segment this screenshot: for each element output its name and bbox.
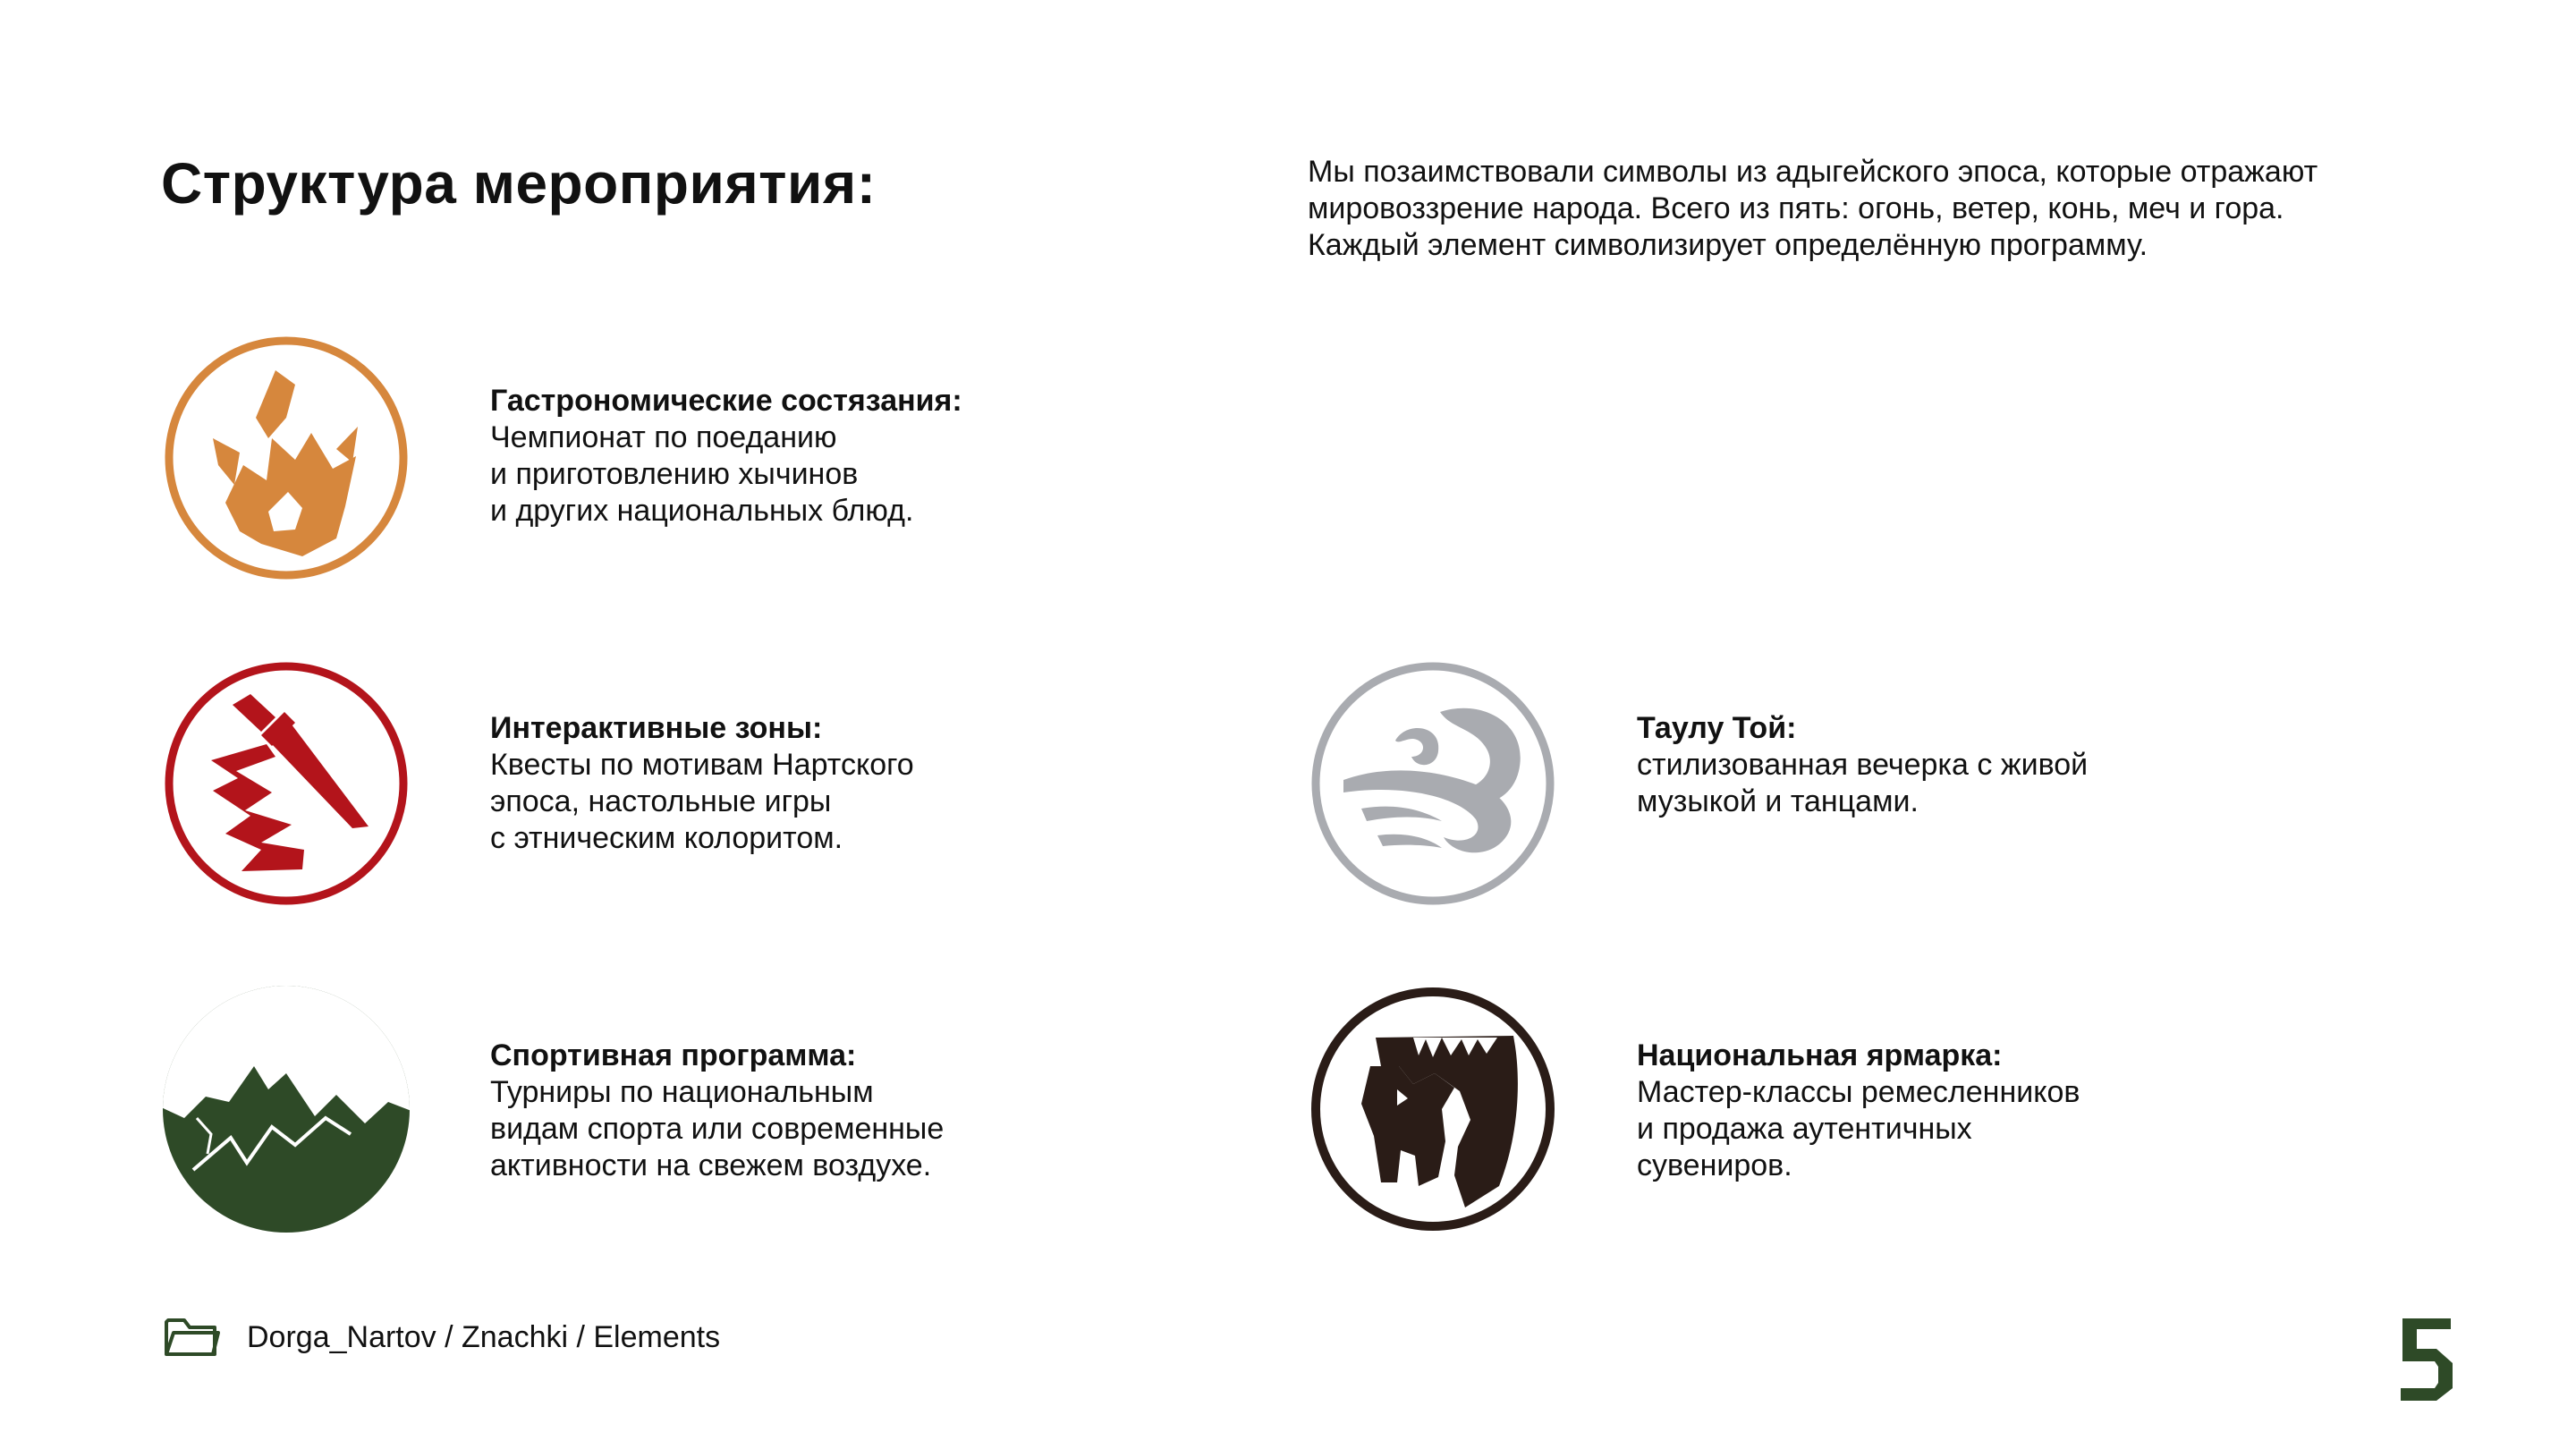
item-fair	[1637, 1038, 2080, 1184]
mountain-icon	[161, 984, 411, 1234]
item-heading: Гастрономические состязания:	[490, 384, 962, 418]
page-title: Структура мероприятия:	[161, 151, 877, 216]
folder-icon	[163, 1315, 220, 1360]
fire-icon	[161, 333, 411, 583]
horse-icon	[1308, 984, 1558, 1234]
item-heading: Спортивная программа:	[490, 1038, 857, 1072]
sword-icon	[161, 658, 411, 909]
item-heading: Таулу Той:	[1637, 711, 1797, 745]
item-heading: Национальная ярмарка:	[1637, 1038, 2003, 1072]
item-body: Турниры по национальным видам спорта или современные активности на свежем воздухе.	[490, 1075, 945, 1182]
item-body: Чемпионат по поеданию и приготовлению хычинов и других национальных блюд.	[490, 420, 914, 528]
footer-breadcrumb	[163, 1315, 720, 1360]
item-interactive	[490, 710, 914, 857]
item-body: стилизованная вечерка с живой музыкой и танцами.	[1637, 748, 2089, 818]
intro-paragraph: Мы позаимствовали символы из адыгейского эпоса, которые отражают мировоззрение народа. Всего из пять: огонь, ветер, конь, меч и гора. Каждый элемент символизирует определённую программу.	[1308, 155, 2318, 262]
footer-path: Dorga_Nartov / Znachki / Elements	[247, 1319, 721, 1354]
item-heading: Интерактивные зоны:	[490, 711, 823, 745]
page-number	[2399, 1317, 2456, 1402]
wind-icon	[1308, 658, 1558, 909]
item-body: Мастер-классы ремесленников и продажа аутентичных сувениров.	[1637, 1075, 2080, 1182]
item-gastro	[490, 383, 962, 530]
item-taulu-toy	[1637, 710, 2088, 820]
item-body: Квесты по мотивам Нартского эпоса, настольные игры с этническим колоритом.	[490, 748, 914, 855]
item-sport	[490, 1038, 944, 1184]
